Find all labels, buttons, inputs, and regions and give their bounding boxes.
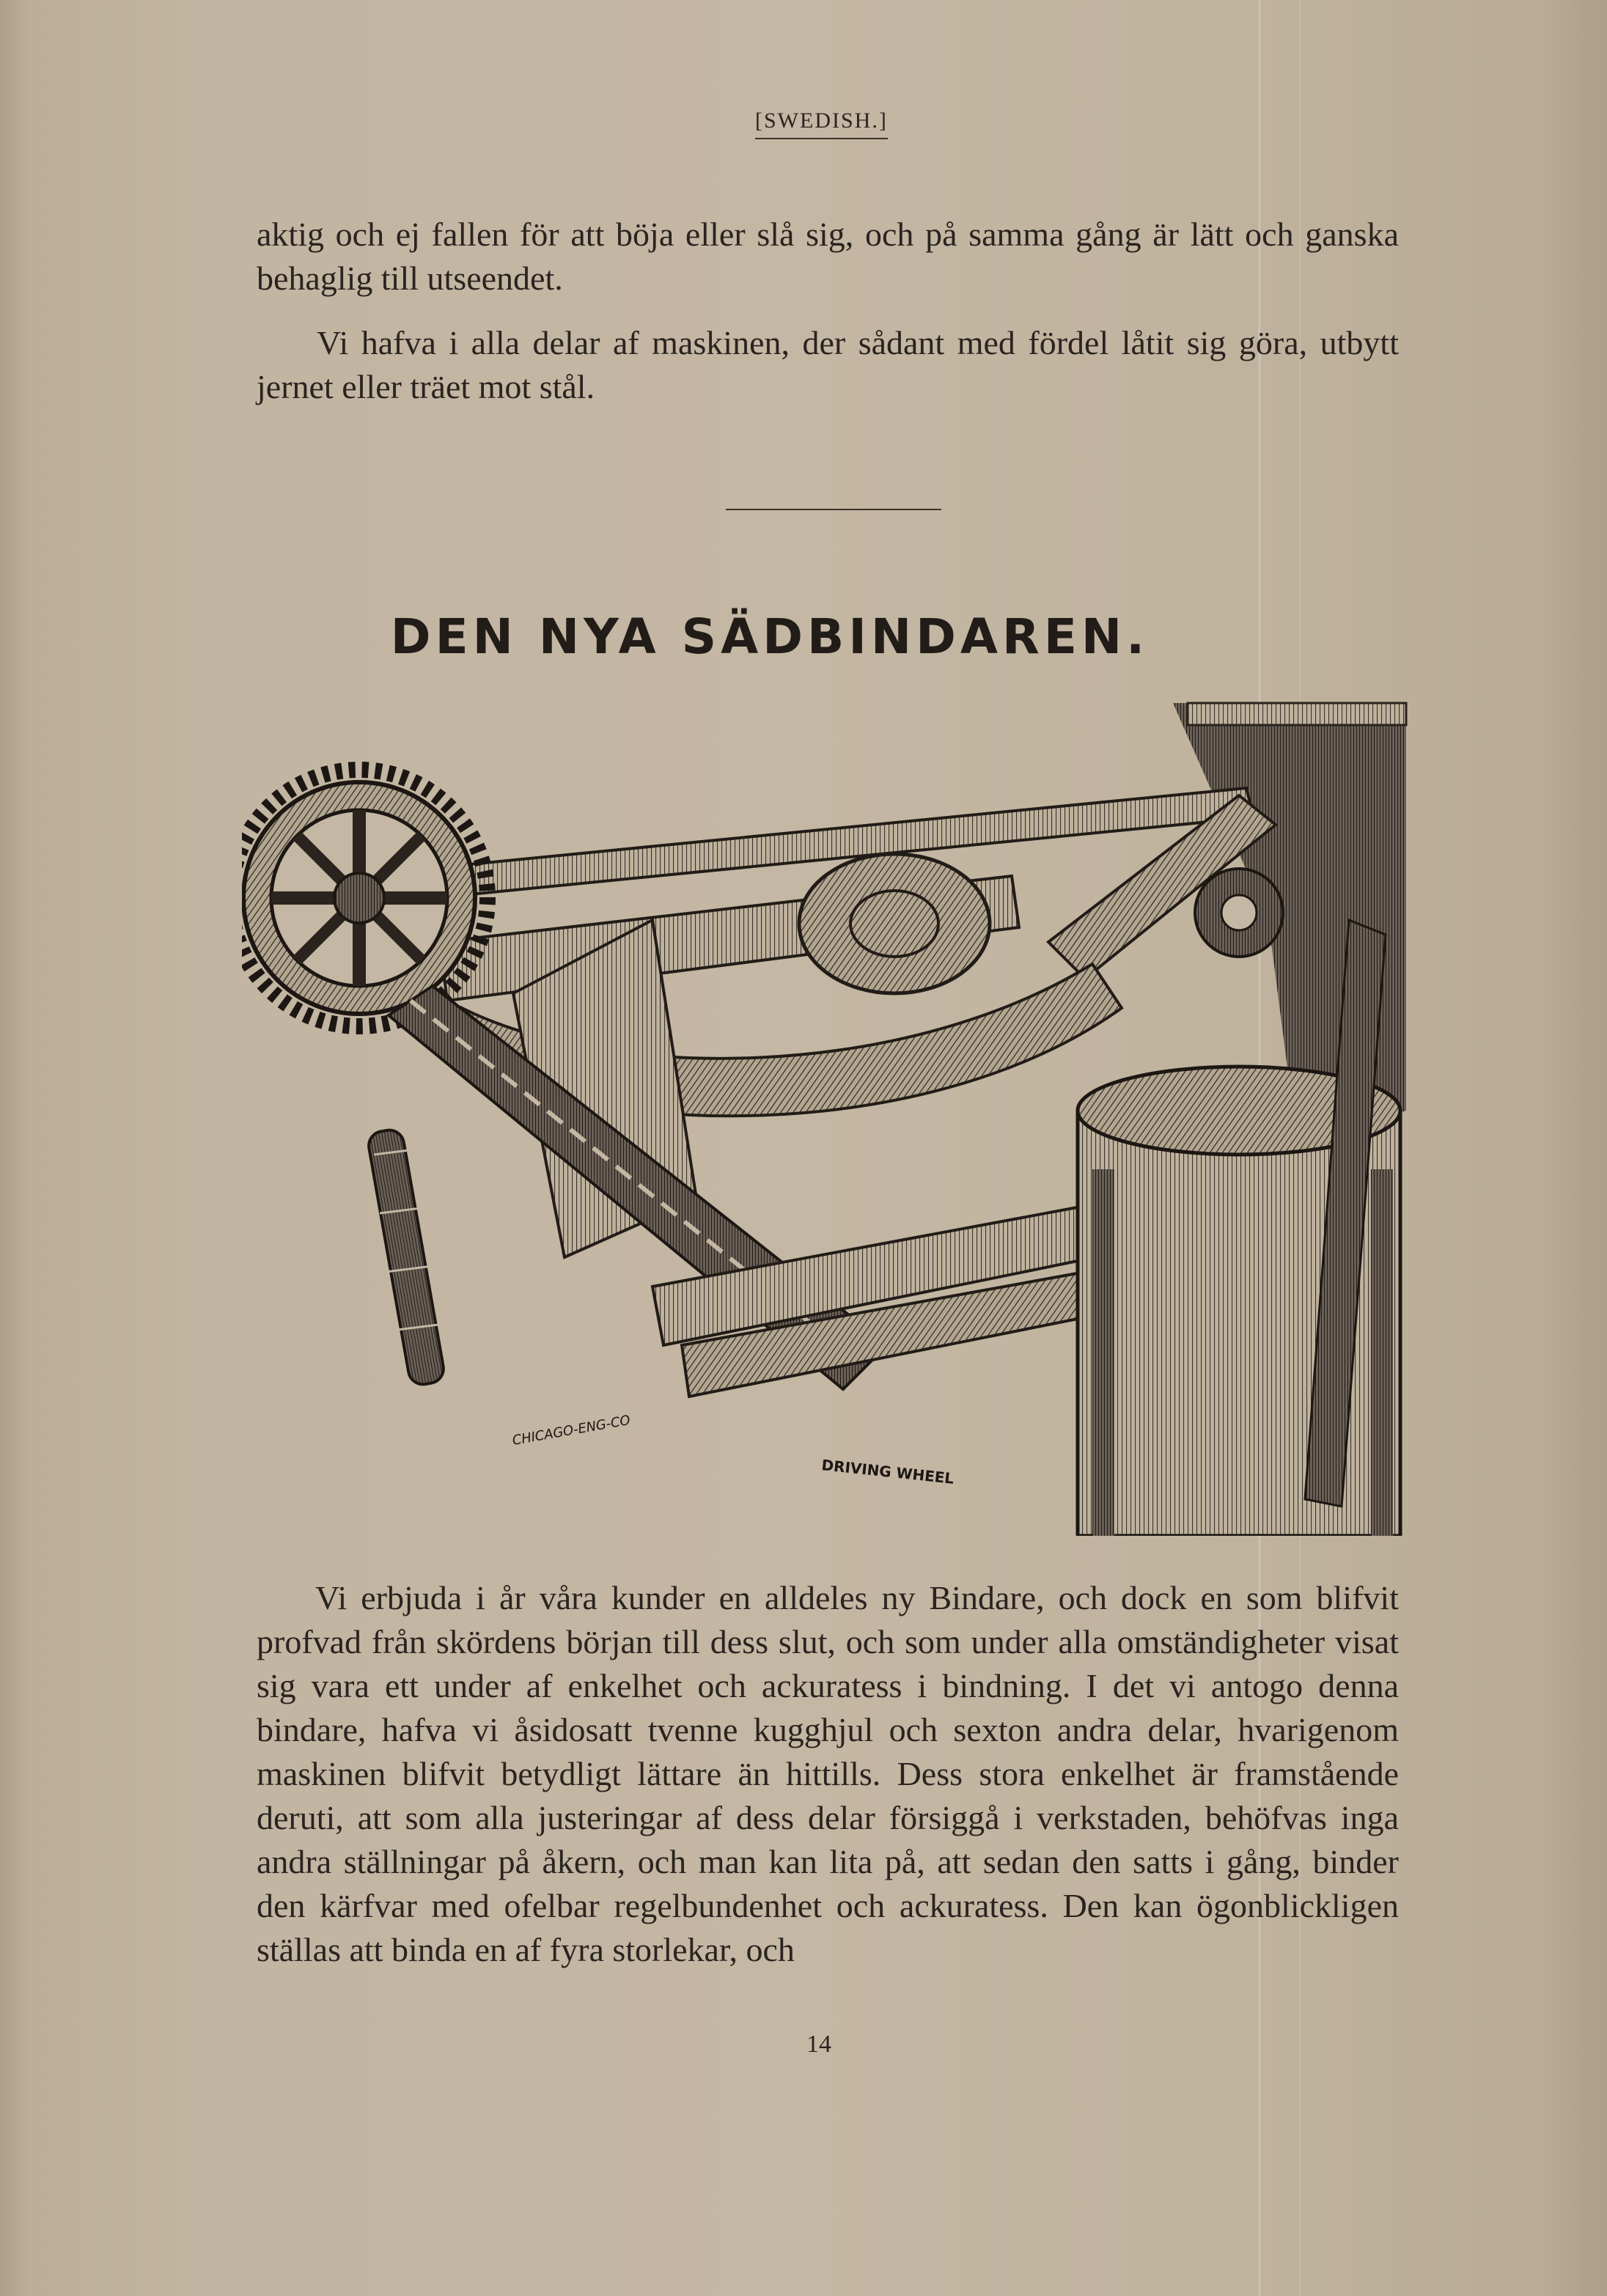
- binder-machine-illustration: [242, 700, 1409, 1536]
- section-divider: [726, 509, 941, 510]
- tension-spring: [367, 1127, 450, 1386]
- intro-paragraph-1: aktig och ej fallen för att böja eller slå sig, och på samma gång är lätt och ganska behaglig till utseendet.: [257, 216, 1399, 297]
- section-label: [SWEDISH.]: [755, 108, 888, 139]
- page-number: 14: [806, 2031, 831, 2058]
- pulley-housing: [799, 854, 990, 993]
- intro-paragraph-2: Vi hafva i alla delar af maskinen, der sådant med fördel låtit sig göra, utbytt jernet eller träet mot stål.: [257, 324, 1399, 405]
- section-title: DEN NYA SÄDBINDAREN.: [390, 608, 1150, 665]
- body-paragraph: Vi erbjuda i år våra kunder en alldeles ny Bindare, och dock en som blifvit profvad från skördens början till dess slut, och som under alla omständigheter visat sig vara ett under af enkelhet och ackuratess i bindning. I det vi antogo denna bindare, hafva vi åsidosatt tvenne kugghjul och sexton andra delar, hvarigenom maskinen blifvit betydligt lättare än hittills. Dess stora enkelhet är framstående deruti, att som alla justeringar af dess delar försiggå i verkstaden, behöfvas inga andra ställningar på åkern, och man kan lita på, att sedan den satts i gång, binder den kärfvar med ofelbar regelbundenhet och ackuratess. Den kan ögonblickligen ställas att binda en af fyra storlekar, och: [257, 1579, 1399, 1968]
- driving-wheel-label: DRIVING WHEEL: [820, 1456, 955, 1487]
- engraver-credit: CHICAGO-ENG-CO: [511, 1412, 632, 1449]
